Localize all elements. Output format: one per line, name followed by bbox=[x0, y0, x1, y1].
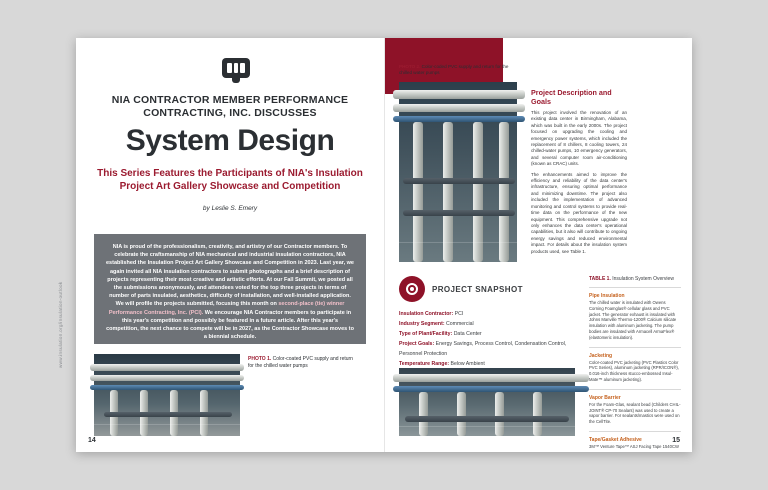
left-page bbox=[58, 38, 384, 452]
photo-2-caption-text: Color-coded PVC supply and return for the chilled water pumps bbox=[399, 64, 509, 76]
table-divider bbox=[589, 347, 681, 348]
intro-callout bbox=[94, 234, 366, 344]
table-caption bbox=[589, 276, 681, 282]
snapshot-item bbox=[399, 309, 575, 319]
page-title: System Design bbox=[125, 124, 335, 157]
table-row-title: Pipe Insulation bbox=[589, 293, 625, 299]
nia-logo-icon bbox=[222, 58, 250, 84]
table-row-title: Jacketing bbox=[589, 352, 613, 359]
table-divider bbox=[589, 389, 681, 390]
intro-highlight: second-place (tie) winner Performance Contracting, Inc. (PCI). bbox=[108, 301, 345, 316]
snapshot-label: Insulation Contractor: bbox=[399, 311, 454, 317]
table-row bbox=[589, 293, 681, 341]
photo-2-image bbox=[399, 82, 517, 262]
snapshot-title: PROJECT SNAPSHOT bbox=[432, 284, 523, 294]
article-byline: by Leslie S. Emery bbox=[202, 205, 258, 212]
snapshot-label: Temperature Range: bbox=[399, 361, 450, 367]
project-snapshot bbox=[399, 276, 575, 379]
body-paragraph-1: This project involved the renovation of an existing data center in Birmingham, Alabama, which was built in the early 2000s. The project focused on upgrading the cooling and emergency power systems, which included the replacement of 8 chillers, 8 cooling towers, 24 chilled-water pumps, 10 emergency generators, and several computer room air-conditioning (known as CRAC) units. bbox=[531, 110, 627, 167]
table-row bbox=[589, 437, 681, 450]
section-heading: Project Description and Goals bbox=[531, 88, 612, 106]
insulation-table bbox=[589, 276, 681, 456]
snapshot-label: Industry Segment: bbox=[399, 321, 445, 327]
snapshot-value: Data Center bbox=[453, 331, 482, 337]
table-row-text: Color-coated PVC jacketing (PVC Plastics Color PVC Series), aluminum jacketing (RPR/ICON®), 0.016-inch thickness stucco-embossed Insul-Mate™ aluminum jacketing). bbox=[589, 359, 679, 382]
snapshot-item bbox=[399, 339, 575, 359]
table-row-text: 3M™ Venture Tape™ ASJ Facing Tape 1540CW bbox=[589, 443, 679, 449]
snapshot-item bbox=[399, 329, 575, 339]
snapshot-label: Type of Plant/Facility: bbox=[399, 331, 453, 337]
photo-1-caption-text: Color-coated PVC supply and return for the chilled water pumps bbox=[248, 356, 353, 369]
article-body-column bbox=[531, 88, 627, 259]
table-row-title: Tape/Gasket Adhesive bbox=[589, 436, 642, 443]
folio-left: 14 bbox=[88, 437, 96, 444]
snapshot-label: Project Goals: bbox=[399, 341, 435, 347]
snapshot-item bbox=[399, 319, 575, 329]
snapshot-value: Commercial bbox=[446, 321, 474, 327]
photo-3-image bbox=[399, 368, 575, 436]
table-divider bbox=[589, 287, 681, 288]
photo-2-caption bbox=[399, 64, 517, 77]
table-row bbox=[589, 353, 681, 383]
photo-2-caption-label: PHOTO 2. bbox=[399, 64, 421, 69]
table-row bbox=[589, 395, 681, 425]
snapshot-value: Below Ambient bbox=[450, 361, 485, 367]
snapshot-value: Energy Savings, Process Control, Condensation Control, Personnel Protection bbox=[399, 341, 567, 357]
intro-part-3: We encourage NIA Contractor members to participate in this year's competition and possibly be featured in a future article. After this year's competition, the next chance to compete will be in 2027, as the Contractor Showcase moves to a biennial schedule. bbox=[106, 309, 354, 341]
magazine-spread bbox=[58, 38, 692, 452]
sidebar-url: www.insulation.org/insulation-outlook bbox=[58, 281, 63, 368]
article-kicker: NIA CONTRACTOR MEMBER PERFORMANCE CONTRACTING, INC. DISCUSSES bbox=[111, 94, 349, 119]
body-paragraph-2: The enhancements aimed to improve the efficiency and reliability of the data center's infrastructure, ensuring optimal performance and minimizing downtime. The project also included the implementation of advanced monitoring and control systems to provide real-time data on the performance of the new equipment. This comprehensive upgrade not only enhances the data center's operational capabilities, but it also will contribute to ongoing energy savings and reduced environmental impact. For details about the insulation system products used, see Table 1. bbox=[531, 171, 627, 254]
photo-1-caption bbox=[248, 356, 358, 370]
table-row-text: For the Foam-Glas, sealant bead (Childers CHIL-JOINT® CP-70 Sealant) was used to create a vapor barrier. For sealants/mastics were used on the CellTite. bbox=[589, 401, 681, 425]
intro-part-1: NIA is proud of the professionalism, creativity, and artistry of our Contractor members. To celebrate the craftsmanship of NIA mechanical and industrial insulation contractors, NIA established the Insulation Project Art Gallery Showcase and Competition in 2023. Last year, we again invited all NIA insulation contractors to submit photographs and a brief description of projects representing their most creative and artistic efforts. At our Fall Summit, we posted all the submissions anonymously, and attendees voted for the top three projects in terms of number of parts insulated, aesthetics, difficulty of installation, and well-installed application. We will profile the projects submitted, focusing this month on bbox=[106, 244, 354, 308]
photo-1-image bbox=[94, 354, 240, 436]
table-caption-text: Insulation System Overview bbox=[612, 276, 674, 282]
article-subtitle: This Series Features the Participants of NIA's Insulation Project Art Gallery Showcase and Competition bbox=[97, 168, 363, 192]
table-row-text: The chilled water is insulated with Owens Corning Foamglas® cellular glass and PVC jacket. The generator exhaust is insulated with Johns Manville Thermo-1200® Calcium silicate insulation with aluminum jacketing. The pump bodies are insulated with Armacell ArmaFlex® (elastomeric insulation). bbox=[589, 300, 677, 340]
photo-1-caption-label: PHOTO 1. bbox=[248, 356, 272, 362]
table-row-title: Vapor Barrier bbox=[589, 394, 621, 401]
table-caption-label: TABLE 1. bbox=[589, 276, 611, 282]
right-page bbox=[384, 38, 692, 452]
headline-block bbox=[94, 94, 366, 212]
target-icon bbox=[399, 276, 425, 302]
snapshot-value: PCI bbox=[454, 311, 464, 317]
folio-right: 15 bbox=[672, 437, 680, 444]
table-divider bbox=[589, 431, 681, 432]
